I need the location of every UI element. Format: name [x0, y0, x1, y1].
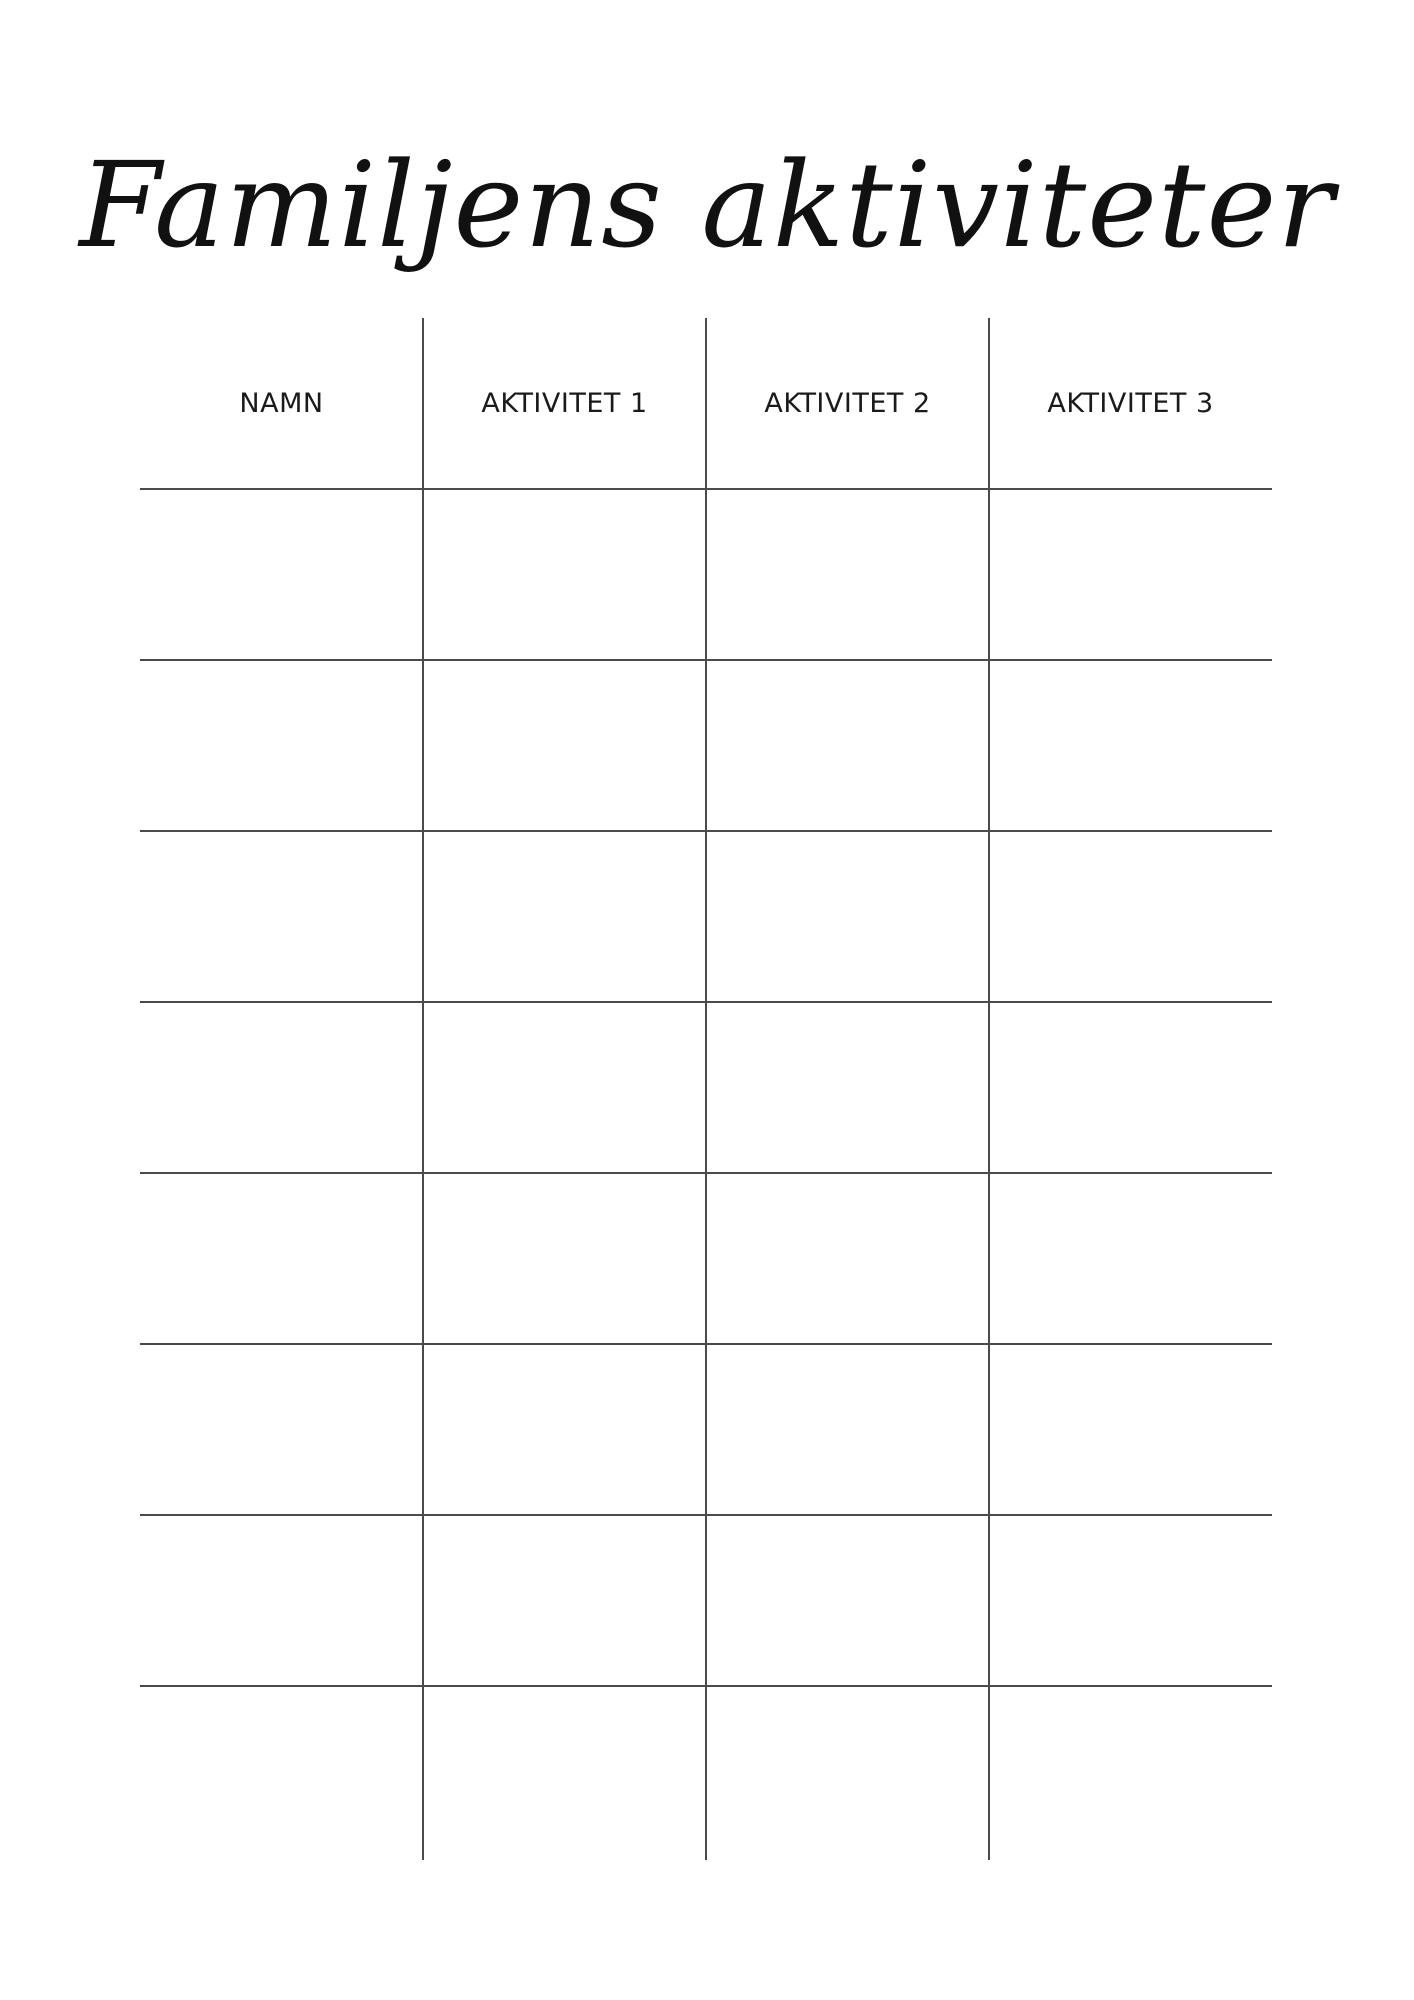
header-aktivitet-3: AKTIVITET 3	[1047, 388, 1214, 419]
activity-cell[interactable]	[989, 1173, 1272, 1344]
activity-cell[interactable]	[423, 1515, 706, 1686]
activity-cell[interactable]	[423, 1002, 706, 1173]
activity-cell[interactable]	[989, 1515, 1272, 1686]
table-header	[140, 318, 1272, 489]
activity-cell[interactable]	[423, 660, 706, 831]
name-cell[interactable]	[140, 1002, 423, 1173]
activity-cell[interactable]	[706, 1686, 989, 1857]
activity-cell[interactable]	[989, 1002, 1272, 1173]
activity-cell[interactable]	[989, 1344, 1272, 1515]
name-cell[interactable]	[140, 1515, 423, 1686]
activity-cell[interactable]	[423, 489, 706, 660]
activity-cell[interactable]	[423, 831, 706, 1002]
header-namn: NAMN	[239, 388, 324, 419]
name-cell[interactable]	[140, 1173, 423, 1344]
name-cell[interactable]	[140, 1344, 423, 1515]
activity-cell[interactable]	[706, 660, 989, 831]
activity-table	[140, 318, 1272, 1860]
activity-cell[interactable]	[423, 1173, 706, 1344]
activity-cell[interactable]	[423, 1686, 706, 1857]
activity-cell[interactable]	[706, 1173, 989, 1344]
activity-cell[interactable]	[706, 831, 989, 1002]
activity-cell[interactable]	[989, 831, 1272, 1002]
activity-cell[interactable]	[706, 1002, 989, 1173]
activity-cell[interactable]	[423, 1344, 706, 1515]
name-cell[interactable]	[140, 831, 423, 1002]
activity-cell[interactable]	[706, 489, 989, 660]
name-cell[interactable]	[140, 660, 423, 831]
activity-cell[interactable]	[989, 660, 1272, 831]
header-aktivitet-2: AKTIVITET 2	[764, 388, 931, 419]
activity-cell[interactable]	[706, 1344, 989, 1515]
activity-cell[interactable]	[989, 489, 1272, 660]
page-title: Familjens aktiviteter	[79, 136, 1335, 274]
name-cell[interactable]	[140, 489, 423, 660]
activity-cell[interactable]	[706, 1515, 989, 1686]
name-cell[interactable]	[140, 1686, 423, 1857]
activity-cell[interactable]	[989, 1686, 1272, 1857]
header-aktivitet-1: AKTIVITET 1	[481, 388, 648, 419]
